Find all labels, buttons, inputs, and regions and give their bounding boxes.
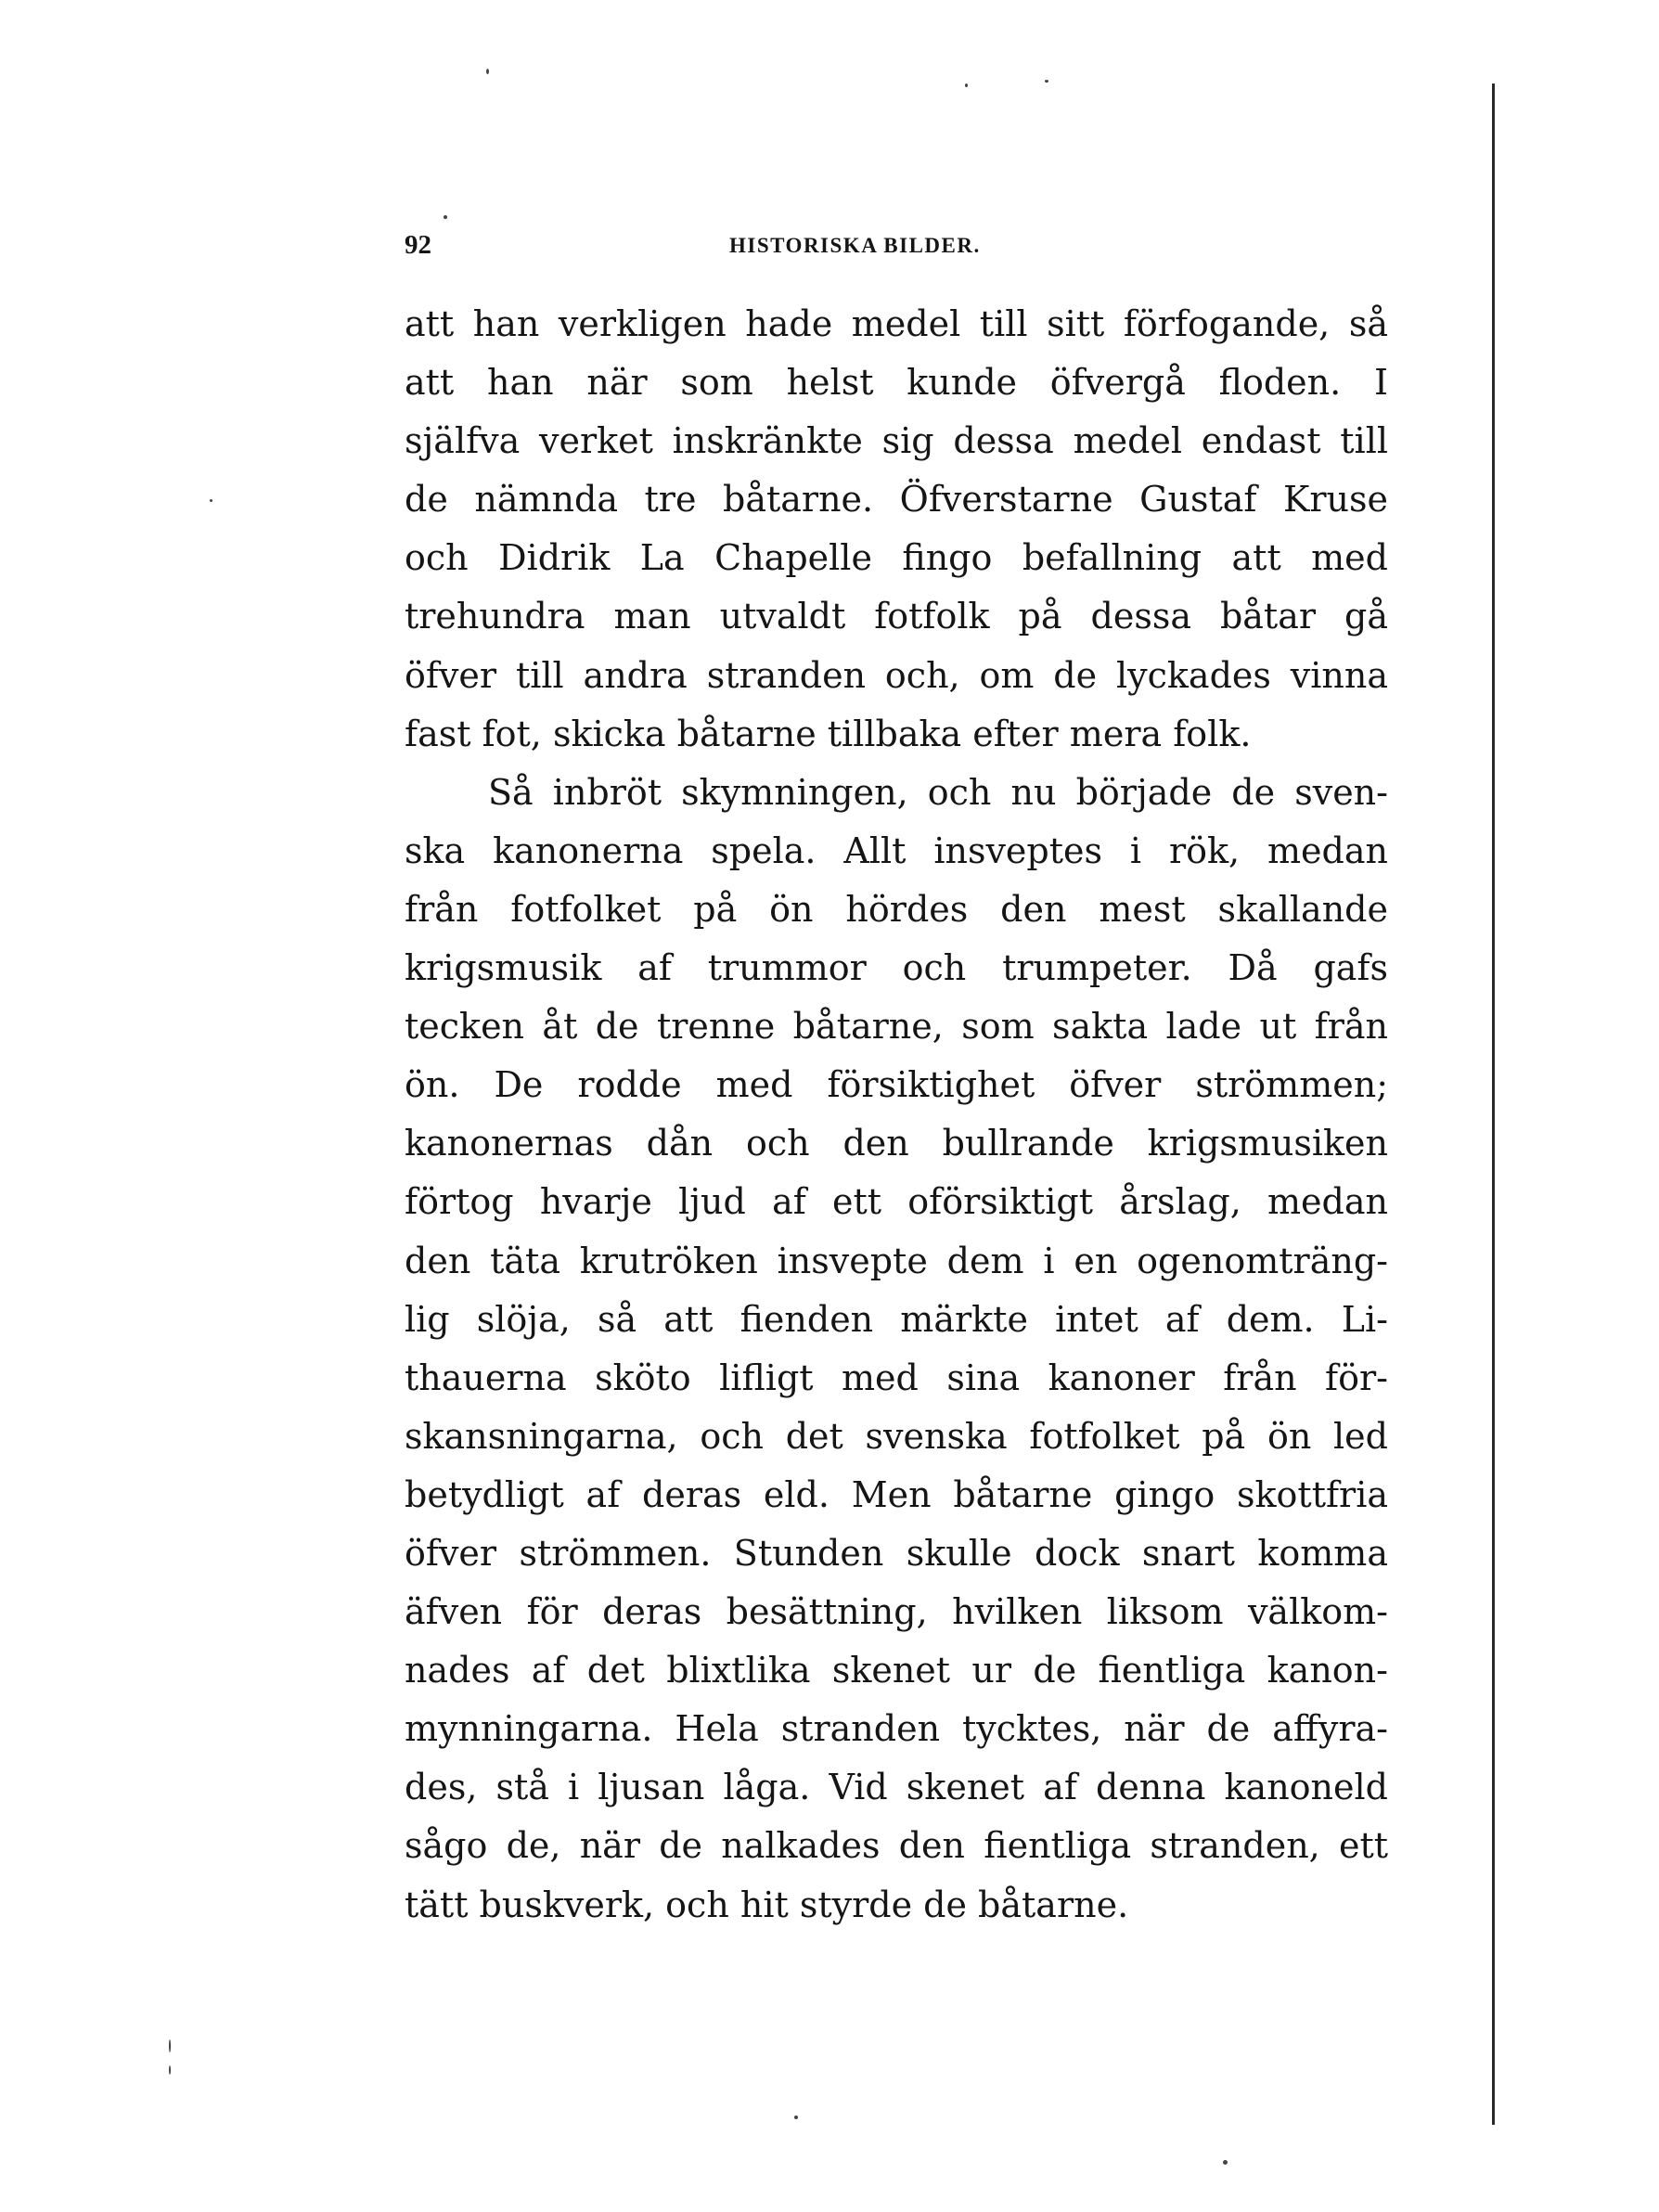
text-line: kanonernas dån och den bullrande krigsmusiken xyxy=(405,1123,1388,1164)
text-line: och Didrik La Chapelle fingo befallning att med xyxy=(405,537,1388,579)
text-line: de nämnda tre båtarne. Öfverstarne Gustaf Kruse xyxy=(405,479,1388,521)
text-line: thauerna sköto lifligt med sina kanoner från för- xyxy=(405,1357,1388,1398)
scan-speck xyxy=(210,499,212,502)
paragraph-1 xyxy=(405,295,1388,764)
page-edge xyxy=(1492,84,1495,2125)
text-line: lig slöja, så att fienden märkte intet af dem. Li- xyxy=(405,1298,1388,1340)
scan-speck xyxy=(794,2116,798,2119)
running-head: HISTORISKA BILDER. xyxy=(729,234,981,257)
text-line: den täta krutröken insvepte dem i en ogenomträng- xyxy=(405,1240,1388,1281)
text-line: från fotfolket på ön hördes den mest skallande xyxy=(405,888,1388,930)
text-line: des, stå i ljusan låga. Vid skenet af denna kanoneld xyxy=(405,1767,1388,1808)
text-line: fast fot, skicka båtarne tillbaka efter mera folk. xyxy=(405,713,1252,754)
body-text xyxy=(405,295,1388,1935)
scan-speck xyxy=(1223,2160,1228,2165)
text-line: skansningarna, och det svenska fotfolket på ön led xyxy=(405,1415,1388,1457)
text-line: sågo de, när de nalkades den fientliga stranden, ett xyxy=(405,1825,1388,1867)
text-line: ön. De rodde med försiktighet öfver strömmen; xyxy=(405,1064,1388,1106)
text-line: ska kanonerna spela. Allt insveptes i rök, medan xyxy=(405,830,1388,871)
text-line: förtog hvarje ljud af ett oförsiktigt årslag, medan xyxy=(405,1181,1388,1223)
text-line: själfva verket inskränkte sig dessa medel endast till xyxy=(405,420,1388,462)
scan-speck xyxy=(169,2065,171,2075)
text-line: trehundra man utvaldt fotfolk på dessa båtar gå xyxy=(405,596,1388,637)
page-header xyxy=(405,230,1388,267)
scan-speck xyxy=(169,2039,171,2052)
text-line: nades af det blixtlika skenet ur de fientliga kanon- xyxy=(405,1650,1388,1691)
text-line: att han verkligen hade medel till sitt förfogande, så xyxy=(405,303,1388,344)
text-line: tecken åt de trenne båtarne, som sakta lade ut från xyxy=(405,1006,1388,1048)
page-number: 92 xyxy=(405,230,431,260)
text-line: Så inbröt skymningen, och nu började de sven- xyxy=(488,771,1388,813)
text-line: betydligt af deras eld. Men båtarne gingo skottfria xyxy=(405,1473,1388,1515)
text-line: äfven för deras besättning, hvilken liksom välkom- xyxy=(405,1591,1388,1633)
text-line: tätt buskverk, och hit styrde de båtarne. xyxy=(405,1884,1129,1925)
scan-speck xyxy=(486,69,489,74)
text-line: krigsmusik af trummor och trumpeter. Då gafs xyxy=(405,947,1388,989)
text-line: öfver till andra stranden och, om de lyckades vinna xyxy=(405,654,1388,696)
text-line: öfver strömmen. Stunden skulle dock snart komma xyxy=(405,1532,1388,1574)
scan-speck xyxy=(1045,80,1048,83)
scan-speck xyxy=(965,84,968,87)
text-line: att han när som helst kunde öfvergå floden. I xyxy=(405,362,1388,404)
scan-speck xyxy=(444,215,447,219)
paragraph-2 xyxy=(405,764,1388,1935)
text-line: mynningarna. Hela stranden tycktes, när de affyra- xyxy=(405,1708,1388,1750)
